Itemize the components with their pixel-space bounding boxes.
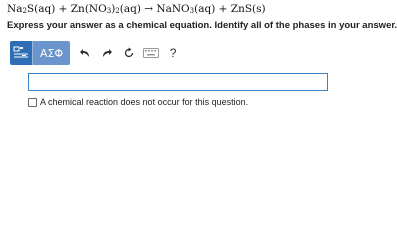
reset-button[interactable] bbox=[118, 41, 140, 65]
keyboard-button[interactable] bbox=[140, 41, 162, 65]
redo-icon bbox=[101, 47, 113, 59]
redo-button[interactable] bbox=[96, 41, 118, 65]
eq-part: (aq) + ZnS(s) bbox=[194, 3, 266, 15]
eq-part: S(aq) + Zn(NO bbox=[26, 3, 107, 15]
eq-part: (aq) → NaNO bbox=[119, 3, 190, 15]
chemical-equation bbox=[7, 2, 266, 16]
greek-symbols-button[interactable]: ΑΣΦ bbox=[32, 41, 70, 65]
question-panel bbox=[0, 0, 397, 116]
eq-subscript: 2 bbox=[22, 7, 27, 15]
reset-icon bbox=[123, 47, 135, 59]
instruction-text: Express your answer as a chemical equation. Identify all of the phases in your answer. bbox=[7, 20, 397, 31]
template-icon bbox=[13, 46, 29, 60]
eq-part: ) bbox=[111, 3, 116, 15]
eq-subscript: 2 bbox=[115, 7, 120, 15]
no-reaction-checkbox[interactable] bbox=[28, 98, 37, 107]
undo-icon bbox=[79, 47, 91, 59]
answer-toolbar bbox=[10, 40, 184, 66]
answer-input[interactable] bbox=[28, 73, 328, 91]
template-button[interactable] bbox=[10, 41, 32, 65]
no-reaction-label: A chemical reaction does not occur for this question. bbox=[40, 97, 249, 107]
no-reaction-option[interactable] bbox=[28, 97, 248, 107]
keyboard-icon bbox=[143, 48, 159, 58]
eq-subscript: 3 bbox=[189, 7, 195, 15]
help-button[interactable]: ? bbox=[169, 46, 177, 60]
eq-subscript: 3 bbox=[106, 7, 112, 15]
undo-button[interactable] bbox=[74, 41, 96, 65]
eq-part: Na bbox=[7, 3, 23, 15]
